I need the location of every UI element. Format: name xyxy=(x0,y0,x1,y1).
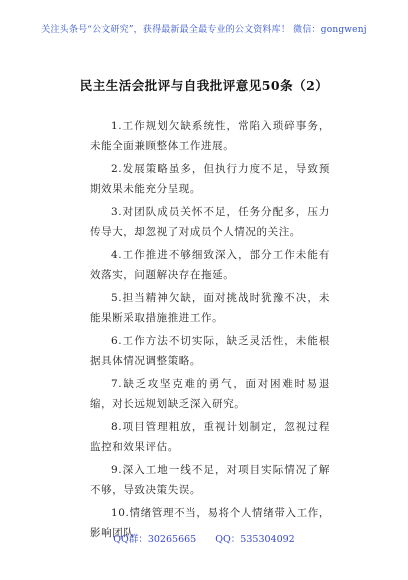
list-item: 7.缺乏攻坚克难的勇气，面对困难时易退缩，对长远规划缺乏深入研究。 xyxy=(90,378,330,410)
document-title: 民主生活会批评与自我批评意见50条（2） xyxy=(79,78,329,93)
list-item: 4.工作推进不够细致深入，部分工作未能有效落实，问题解决存在拖延。 xyxy=(90,249,330,281)
list-item: 9.深入工地一线不足，对项目实际情况了解不够，导致决策失误。 xyxy=(90,464,330,496)
list-item: 2.发展策略虽多，但执行力度不足，导致预期效果未能充分呈现。 xyxy=(90,163,330,195)
list-item: 3.对团队成员关怀不足，任务分配多，压力传导大，却忽视了对成员个人情况的关注。 xyxy=(90,206,330,238)
footer-contact xyxy=(0,531,408,545)
list-item: 10.情绪管理不当，易将个人情绪带入工作，影响团队 xyxy=(90,507,330,539)
list-item: 5.担当精神欠缺，面对挑战时犹豫不决，未能果断采取措施推进工作。 xyxy=(90,292,330,324)
qq-number: QQ：535304092 xyxy=(215,534,295,545)
qq-group-number: QQ群：30265665 xyxy=(113,534,197,545)
list-item: 1.工作规划欠缺系统性，常陷入琐碎事务，未能全面兼顾整体工作进展。 xyxy=(90,120,330,152)
list-item: 8.项目管理粗放，重视计划制定，忽视过程监控和效果评估。 xyxy=(90,421,330,453)
header-promo-note: 关注头条号“公文研究”，获得最新最全最专业的公文资料库！ 微信：gongwenj xyxy=(41,25,367,35)
opinion-list xyxy=(90,117,330,547)
list-item: 6.工作方法不切实际，缺乏灵活性，未能根据具体情况调整策略。 xyxy=(90,335,330,367)
